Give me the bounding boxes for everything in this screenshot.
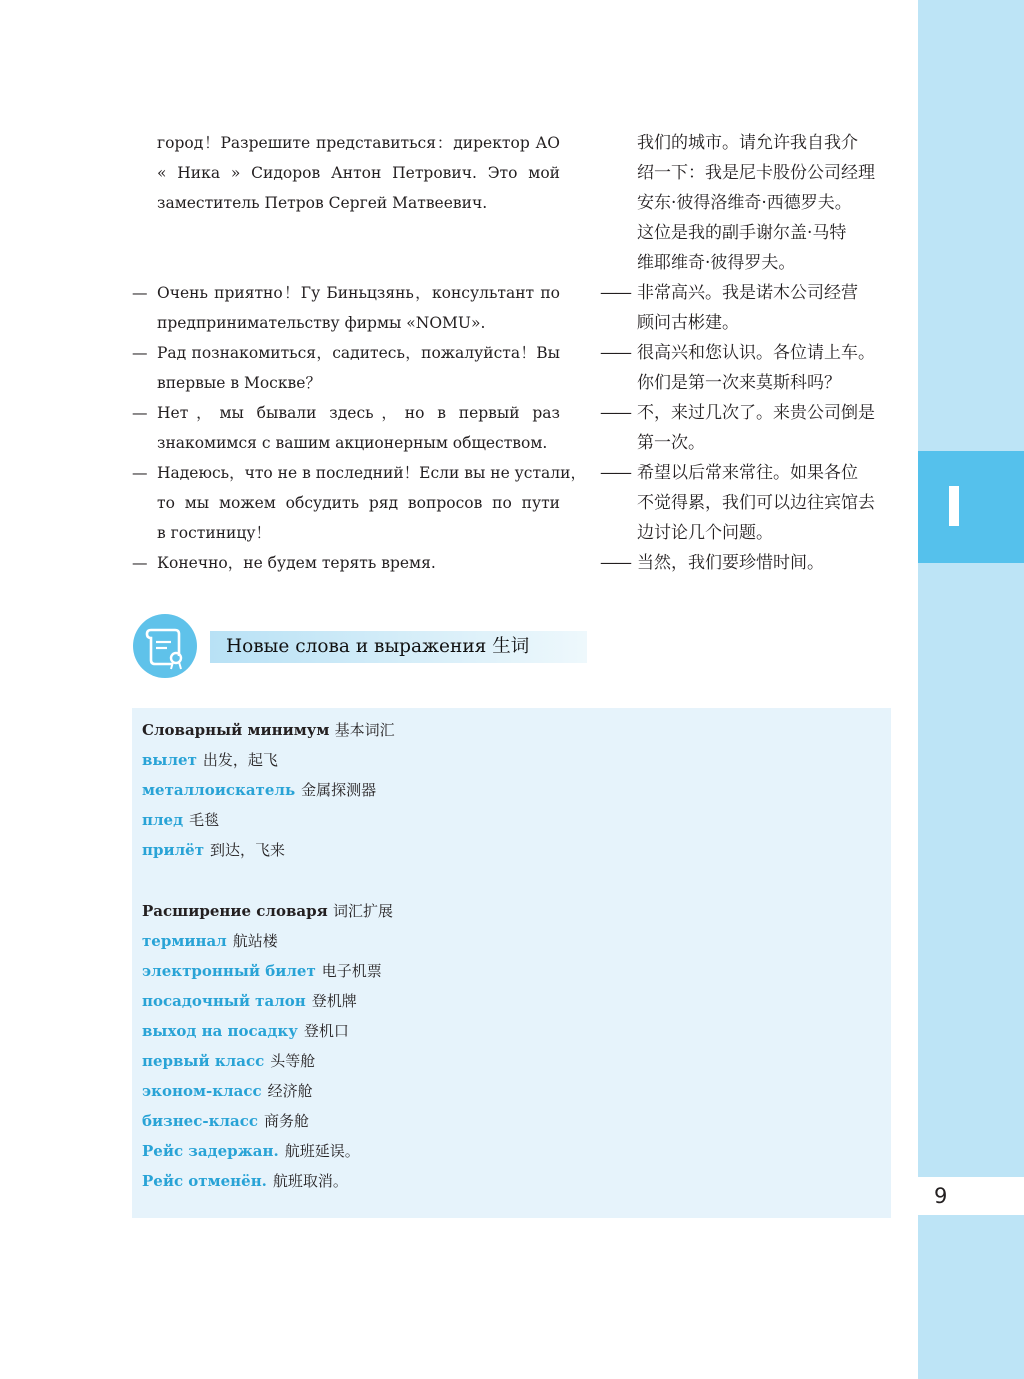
dialogue-dash: —— — [600, 463, 630, 483]
dialogue-line — [132, 188, 560, 218]
vocab-term-zh: 航班取消。 — [272, 1172, 348, 1191]
dialogue-line — [600, 368, 900, 398]
vocab-term-zh: 登机口 — [303, 1021, 349, 1040]
dialogue-line — [600, 278, 900, 308]
dialogue-dash: — — [132, 284, 148, 302]
vocab-term-ru: вылет — [142, 751, 197, 770]
vocab-item — [142, 1016, 862, 1046]
dialogue-text: 这位是我的副手谢尔盖·马特 — [637, 223, 847, 243]
vocab-term-ru: посадочный талон — [142, 991, 306, 1010]
dialogue-text: 顾问古彬建。 — [637, 313, 739, 333]
dialogue-dash: —— — [600, 553, 630, 573]
vocab-term-ru: первый класс — [142, 1052, 265, 1071]
vocab-term-zh: 航站楼 — [232, 931, 278, 950]
dialogue-text: 我们的城市。请允许我自我介 — [637, 133, 858, 153]
dialogue-text: 不觉得累，我们可以边往宾馆去 — [637, 493, 875, 513]
vocab-term-ru: терминал — [142, 931, 227, 950]
dialogue-text: 不，来过几次了。来贵公司倒是 — [637, 403, 875, 423]
heading-ru: Словарный минимум — [142, 721, 330, 739]
dialogue-text: впервые в Москве？ — [157, 374, 321, 392]
dialogue-line — [132, 248, 560, 278]
dialogue-text: предпринимательству фирмы «NOMU». — [157, 314, 486, 332]
vocab-term-ru: Рейс задержан. — [142, 1142, 279, 1161]
vocab-term-zh: 毛毯 — [189, 811, 220, 830]
vocab-term-ru: эконом-класс — [142, 1082, 262, 1101]
vocab-term-zh: 金属探测器 — [301, 781, 377, 800]
dialogue-line — [600, 458, 900, 488]
vocab-term-ru: бизнес-класс — [142, 1112, 258, 1131]
vocab-item — [142, 775, 862, 805]
heading-ru: Расширение словаря — [142, 901, 328, 920]
vocab-term-zh: 航班延误。 — [284, 1142, 360, 1161]
vocab-term-ru: плед — [142, 811, 184, 830]
heading-zh: 词汇扩展 — [332, 901, 393, 920]
vocab-minimum-heading — [142, 715, 862, 745]
dialogue-text: 维耶维奇·彼得罗夫。 — [637, 253, 796, 273]
dialogue-text: город！Разрешите представиться：директор АО — [157, 134, 560, 152]
dialogue-line — [600, 248, 900, 278]
vocab-term-ru: металлоискатель — [142, 781, 296, 800]
dialogue-text: то мы можем обсудить ряд вопросов по пути — [157, 494, 560, 512]
chapter-marker — [949, 486, 959, 526]
dialogue-line — [132, 548, 560, 578]
vocab-term-zh: 到达，飞来 — [210, 841, 286, 860]
chapter-tab — [918, 451, 1024, 563]
side-strip — [918, 0, 1024, 1379]
vocab-title-zh: 生词 — [492, 636, 530, 657]
dialogue-text: Рад познакомиться，садитесь，пожалуйста！Вы — [157, 344, 560, 362]
vocab-spacer — [142, 865, 862, 895]
vocab-term-zh: 出发，起飞 — [202, 751, 278, 770]
vocab-item — [142, 1076, 862, 1106]
vocab-item — [142, 926, 862, 956]
vocab-item — [142, 1136, 862, 1166]
vocab-item — [142, 1106, 862, 1136]
dialogue-chinese — [600, 128, 900, 578]
dialogue-text: 安东·彼得洛维奇·西德罗夫。 — [637, 193, 852, 213]
dialogue-russian — [132, 128, 586, 578]
dialogue-line — [600, 308, 900, 338]
vocab-item — [142, 745, 862, 775]
vocab-term-zh: 经济舱 — [267, 1082, 313, 1101]
vocab-item — [142, 1166, 862, 1196]
vocab-term-ru: выход на посадку — [142, 1021, 298, 1040]
dialogue-line — [132, 428, 560, 458]
dialogue-line — [600, 518, 900, 548]
dialogue-line — [600, 128, 900, 158]
dialogue-text: 第一次。 — [637, 433, 705, 453]
dialogue-line — [132, 368, 560, 398]
scroll-document-icon — [133, 614, 197, 678]
vocab-title-ru: Новые слова и выражения — [226, 636, 487, 657]
dialogue-text: 当然，我们要珍惜时间。 — [637, 553, 824, 573]
dialogue-line — [132, 398, 560, 428]
dialogue-line — [132, 128, 560, 158]
dialogue-dash: — — [132, 344, 148, 362]
vocab-term-ru: Рейс отменён. — [142, 1172, 267, 1191]
dialogue-text: знакомимся с вашим акционерным обществом. — [157, 434, 548, 452]
dialogue-line — [132, 278, 560, 308]
dialogue-line — [600, 398, 900, 428]
dialogue-text: Нет，мы бывали здесь，но в первый раз — [157, 404, 560, 422]
dialogue-line — [132, 488, 560, 518]
vocab-item — [142, 805, 862, 835]
dialogue-line — [600, 338, 900, 368]
dialogue-text: Надеюсь，что не в последний！Если вы не устали， — [157, 464, 586, 482]
page-number: 9 — [934, 1184, 948, 1208]
vocab-list — [142, 715, 862, 1197]
vocab-section-title — [226, 633, 529, 661]
dialogue-text: заместитель Петров Сергей Матвеевич. — [157, 194, 488, 212]
dialogue-dash: — — [132, 404, 148, 422]
dialogue-line — [600, 188, 900, 218]
dialogue-text: Конечно，не будем терять время. — [157, 554, 436, 572]
vocab-item — [142, 1046, 862, 1076]
dialogue-line — [600, 428, 900, 458]
vocab-term-zh: 商务舱 — [263, 1112, 309, 1131]
vocab-term-zh: 头等舱 — [270, 1052, 316, 1071]
dialogue-line — [600, 158, 900, 188]
dialogue-line — [132, 218, 560, 248]
dialogue-text: « Ника » Сидоров Антон Петрович. Это мой — [157, 164, 560, 182]
dialogue-dash: — — [132, 554, 148, 572]
dialogue-line — [132, 458, 586, 488]
dialogue-dash: —— — [600, 403, 630, 423]
vocab-term-zh: 登机牌 — [311, 991, 357, 1010]
vocab-term-ru: электронный билет — [142, 961, 316, 980]
dialogue-line — [600, 548, 900, 578]
dialogue-dash: —— — [600, 283, 630, 303]
dialogue-text: 很高兴和您认识。各位请上车。 — [637, 343, 875, 363]
dialogue-text: 你们是第一次来莫斯科吗？ — [637, 373, 841, 393]
dialogue-text: Очень приятно！Гу Биньцзянь，консультант по — [157, 284, 560, 302]
dialogue-dash: —— — [600, 343, 630, 363]
dialogue-line — [132, 308, 560, 338]
dialogue-text: 边讨论几个问题。 — [637, 523, 773, 543]
vocab-item — [142, 835, 862, 865]
vocab-term-zh: 电子机票 — [321, 961, 382, 980]
dialogue-line — [132, 518, 560, 548]
dialogue-text: 非常高兴。我是诺木公司经营 — [637, 283, 858, 303]
vocab-item — [142, 956, 862, 986]
vocab-term-ru: прилёт — [142, 841, 205, 860]
heading-zh: 基本词汇 — [334, 721, 395, 739]
dialogue-dash: — — [132, 464, 148, 482]
dialogue-text: 绍一下：我是尼卡股份公司经理 — [637, 163, 875, 183]
vocab-extension-heading — [142, 896, 862, 926]
dialogue-line — [600, 218, 900, 248]
dialogue-line — [600, 488, 900, 518]
dialogue-line — [132, 158, 560, 188]
dialogue-text: 希望以后常来常往。如果各位 — [637, 463, 858, 483]
dialogue-line — [132, 338, 560, 368]
dialogue-text: в гостиницу！ — [157, 524, 271, 542]
vocab-item — [142, 986, 862, 1016]
